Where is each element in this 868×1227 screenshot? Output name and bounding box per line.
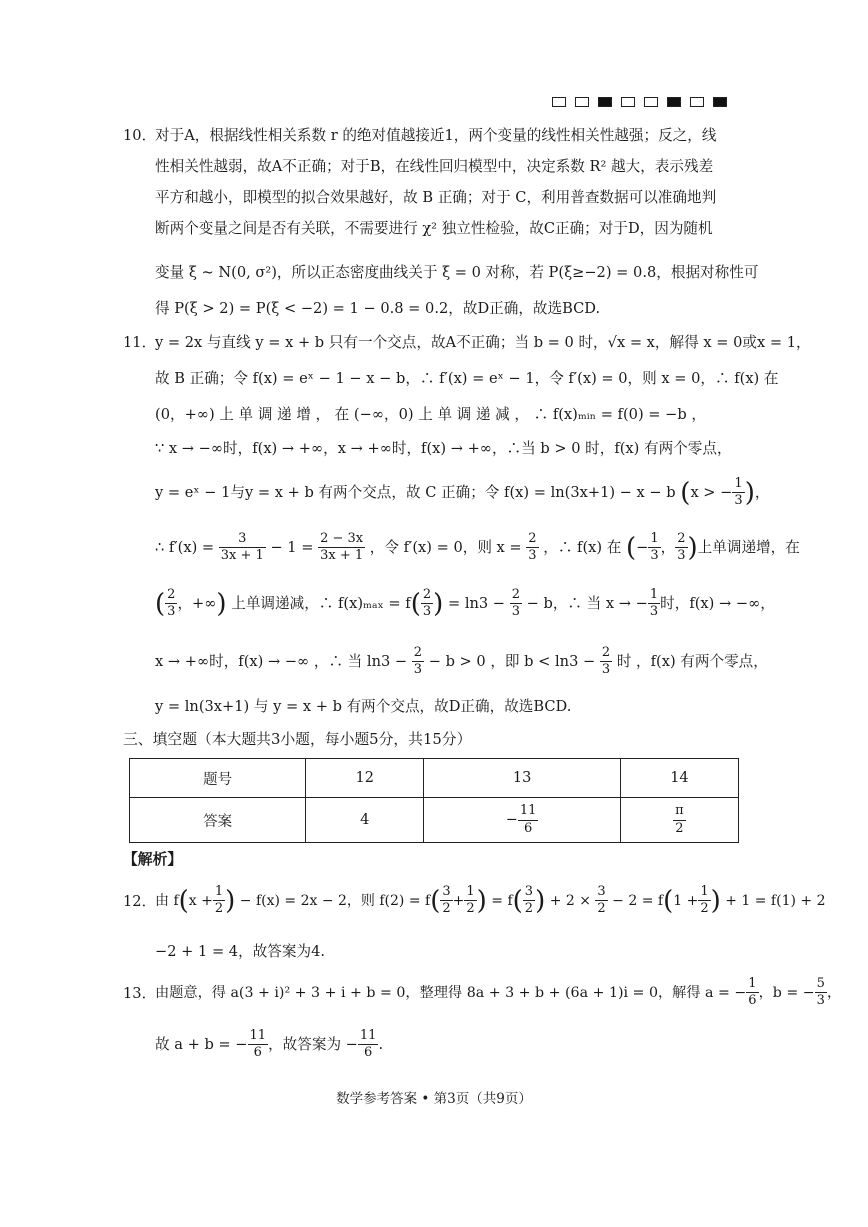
page-footer: 数学参考答案 • 第3页（共9页）: [336, 1091, 532, 1107]
right-paren: ): [476, 885, 487, 916]
numerator: 2: [412, 645, 424, 662]
denominator: 2: [675, 820, 684, 836]
numerator: 11: [248, 1028, 269, 1045]
denominator: 6: [253, 1045, 262, 1061]
text-run: x → +∞时，f(x) → −∞ ，∴ 当 ln3 −: [155, 652, 408, 670]
question-number: 13．: [123, 985, 157, 1002]
question-10: [123, 124, 759, 324]
denominator: 3: [413, 662, 423, 678]
table-cell: 答案: [130, 798, 306, 843]
text-line: y = 2x 与直线 y = x + b 只有一个交点，故A不正确；当 b = 0 时，√x = x，解得 x = 0或x = 1，: [155, 334, 811, 351]
text-run: ∴ f′(x) =: [155, 538, 215, 556]
section-title: 三、填空题（本大题共3小题，每小题5分，共15分）: [123, 731, 472, 748]
fraction: [440, 884, 452, 918]
denominator: 3x + 1: [220, 548, 264, 564]
text-run: − b，∴ 当 x → −: [526, 594, 648, 612]
text-run: x > −: [690, 483, 733, 501]
left-paren: (: [512, 885, 523, 916]
numerator: 5: [815, 976, 827, 993]
text-run: ，b = −: [758, 984, 815, 1001]
text-run: ，令 f′(x) = 0，则 x =: [369, 538, 522, 556]
denominator: 3: [816, 993, 825, 1009]
denominator: 3: [649, 604, 659, 620]
denominator: 3x + 1: [320, 548, 364, 564]
numerator: 1: [213, 884, 225, 901]
left-paren: (: [155, 588, 166, 619]
text-run: 由 f: [155, 892, 179, 909]
text-line: 变量 ξ ~ N(0, σ²)，所以正态密度曲线关于 ξ = 0 对称，若 P(ξ≥−2) = 0.8，根据对称性可: [155, 264, 759, 281]
denominator: 2: [700, 901, 709, 917]
denominator: 3: [650, 548, 659, 564]
fraction: [746, 976, 758, 1010]
text-run: 上单调递增，在: [697, 538, 800, 556]
numerator: 1: [648, 531, 660, 548]
text-line: −2 + 1 = 4，故答案为4.: [155, 943, 325, 960]
fraction: [421, 587, 433, 621]
fraction: [318, 531, 365, 565]
left-paren: (: [178, 885, 189, 916]
table-cell: [424, 798, 621, 843]
fraction: [412, 645, 424, 679]
denominator: 2: [597, 901, 606, 917]
text-run: − 2 = f: [612, 892, 664, 909]
numerator: 3: [440, 884, 452, 901]
text-line: [155, 976, 841, 1010]
numerator: 2: [675, 531, 687, 548]
text-run: 1 +: [673, 892, 699, 909]
denominator: 2: [524, 901, 534, 917]
fraction: [464, 884, 476, 918]
table-row: [130, 759, 739, 798]
table-cell: 13: [424, 759, 621, 798]
square-5: [644, 97, 658, 107]
text-run: 由题意，得 a(3 + i)² + 3 + i + b = 0，整理得 8a + 3 + b + (6a + 1)i = 0，解得 a = −: [155, 984, 747, 1001]
numerator: 2: [600, 645, 612, 662]
text-run: 时 ，f(x) 有两个零点，: [616, 652, 768, 670]
text-line: y = eˣ − 1与y = x + b 有两个交点，故 C 正确；令 f(x) = ln(3x+1) − x − b (x > − $\frac{1}{3}$ )，: [155, 476, 770, 509]
denominator: 2: [466, 901, 475, 917]
text-run: x +: [188, 892, 213, 909]
analysis-heading: 【解析】: [123, 851, 183, 868]
square-7: [690, 97, 704, 107]
denominator: 6: [524, 820, 533, 836]
numerator: 2: [510, 587, 522, 604]
text-line: ∴ f′(x) = $\frac{3}{3x + 1}$ − 1 = $\frac{2 - 3x}{3x + 1}$ ，令 f′(x) = 0，则 x = $\frac{2}{3}$ ，∴ f(x) 在 (− $\frac{1}{3}$ ， $\frac{2}{3}$ )上单调递增，在: [155, 531, 800, 564]
left-paren: (: [410, 588, 421, 619]
text-line: ∵ x → −∞时，f(x) → +∞，x → +∞时，f(x) → +∞，∴当 b > 0 时，f(x) 有两个零点，: [155, 440, 732, 457]
text-run: 故 a + b = −: [155, 1035, 248, 1053]
text-line: 性相关性越弱，故A不正确；对于B，在线性回归模型中，决定系数 R² 越大，表示残差: [155, 158, 714, 175]
numerator: 3: [523, 884, 535, 901]
text-line: 由 f(x + $\frac{1}{2}$ ) − f(x) = 2x − 2，则 f(2) = f( $\frac{3}{2}$ + $\frac{1}{2}$ ) = f( $\frac{3}{2}$ ) + 2 × $\frac{3}{2}$ − 2 = f(1 + $\frac{1}{2}$ ) + 1 = f(1) + 2: [155, 884, 826, 917]
numerator: 2: [526, 531, 538, 548]
numerator: 2: [421, 587, 433, 604]
text-run: − 1 =: [270, 538, 314, 556]
right-paren: ): [433, 588, 444, 619]
left-paren: (: [430, 885, 441, 916]
header-squares: [552, 97, 727, 107]
right-paren: ): [225, 885, 236, 916]
fraction: [600, 645, 612, 679]
fraction: [213, 884, 225, 918]
text-run: ，+∞: [177, 594, 217, 612]
right-paren: ): [710, 885, 721, 916]
fraction: [248, 1028, 269, 1062]
numerator: 1: [464, 884, 476, 901]
fraction: [518, 803, 539, 837]
denominator: 3: [601, 662, 611, 678]
fraction: [165, 587, 177, 621]
square-8: [713, 97, 727, 107]
numerator: 2 − 3x: [318, 531, 365, 548]
text-run: + 2 ×: [549, 892, 591, 909]
fraction: [698, 884, 710, 918]
numerator: 1: [746, 976, 758, 993]
numerator: 11: [518, 803, 539, 820]
square-3: [598, 97, 612, 107]
answer-table: [129, 758, 739, 843]
table-cell: 14: [620, 759, 738, 798]
text-run: − b > 0 ，即 b < ln3 −: [428, 652, 596, 670]
denominator: 3: [528, 548, 537, 564]
text-line: 对于A，根据线性相关系数 r 的绝对值越接近1，两个变量的线性相关性越强；反之，线: [155, 127, 717, 144]
right-paren: ): [744, 477, 755, 508]
text-line: 得 P(ξ > 2) = P(ξ < −2) = 1 − 0.8 = 0.2，故D正确，故选BCD.: [155, 300, 601, 317]
right-paren: ): [535, 885, 546, 916]
left-paren: (: [663, 885, 674, 916]
text-line: 故 B 正确；令 f(x) = eˣ − 1 − x − b，∴ f′(x) = eˣ − 1，令 f′(x) = 0，则 x = 0，∴ f(x) 在: [155, 370, 779, 387]
fraction: [675, 531, 687, 565]
text-run: .: [378, 1035, 384, 1053]
table-cell: 4: [306, 798, 424, 843]
table-cell: 题号: [130, 759, 306, 798]
denominator: 3: [734, 493, 743, 509]
denominator: 3: [677, 548, 686, 564]
table-row: [130, 798, 739, 843]
denominator: 6: [748, 993, 757, 1009]
numerator: 3: [595, 884, 607, 901]
denominator: 3: [422, 604, 432, 620]
numerator: 11: [358, 1028, 379, 1045]
fraction: [648, 531, 660, 565]
denominator: 6: [364, 1045, 373, 1061]
question-number: 11．: [123, 334, 157, 351]
fraction: [815, 976, 827, 1010]
numerator: 2: [165, 587, 177, 604]
text-run: − f(x) = 2x − 2，则 f(2) = f: [239, 892, 431, 909]
table-cell: [620, 798, 738, 843]
text-run: = f: [491, 892, 513, 909]
question-number: 12．: [123, 893, 157, 910]
text-line: (0，+∞) 上 单 调 递 增 ， 在 (−∞，0) 上 单 调 递 减 ， ∴ f(x)ₘᵢₙ = f(0) = −b ，: [155, 406, 706, 423]
numerator: 1: [698, 884, 710, 901]
question-11: [123, 331, 811, 721]
table-cell: 12: [306, 759, 424, 798]
text-run: + 1 = f(1) + 2: [725, 892, 826, 909]
numerator: 1: [732, 476, 744, 493]
text-line: [155, 587, 775, 621]
left-paren: (: [680, 477, 691, 508]
fraction: [523, 884, 535, 918]
question-number: 10．: [123, 127, 157, 144]
denominator: 3: [511, 604, 520, 620]
square-2: [575, 97, 589, 107]
square-4: [621, 97, 635, 107]
fraction: [648, 587, 660, 621]
text-run: 时，f(x) → −∞，: [660, 594, 775, 612]
question-12: [123, 884, 826, 964]
text-line: 平方和越小，即模型的拟合效果越好，故 B 正确；对于 C，利用普查数据可以准确地判: [155, 189, 717, 206]
text-line: y = ln(3x+1) 与 y = x + b 有两个交点，故D正确，故选BCD.: [155, 698, 572, 715]
minus-sign: −: [505, 812, 518, 828]
right-paren: ): [687, 532, 698, 563]
text-line: [155, 1028, 383, 1062]
text-line: [155, 645, 768, 679]
fraction: [673, 803, 686, 837]
text-run: ，: [826, 984, 842, 1001]
fraction: [510, 587, 522, 621]
denominator: 2: [442, 901, 451, 917]
text-run: ，∴ f(x) 在: [543, 538, 622, 556]
text-run: ，故答案为 −: [268, 1035, 358, 1053]
fraction: [526, 531, 538, 565]
left-paren: (: [625, 532, 637, 563]
denominator: 3: [167, 604, 176, 620]
denominator: 2: [214, 901, 224, 917]
fraction: [219, 531, 266, 565]
numerator: π: [673, 803, 686, 820]
fraction: [358, 1028, 379, 1062]
right-paren: ): [216, 588, 227, 619]
text-run: y = eˣ − 1与y = x + b 有两个交点，故 C 正确；令 f(x) = ln(3x+1) − x − b: [155, 483, 676, 501]
text-run: 上单调递减，∴ f(x)ₘₐₓ = f: [231, 594, 411, 612]
question-13: [123, 972, 842, 1072]
fraction: [732, 476, 744, 510]
square-6: [667, 97, 681, 107]
fraction: [595, 884, 607, 918]
numerator: 3: [219, 531, 266, 548]
text-line: 断两个变量之间是否有关联，不需要进行 χ² 独立性检验，故C正确；对于D，因为随机: [155, 220, 713, 237]
text-run: = ln3 −: [447, 594, 506, 612]
square-1: [552, 97, 566, 107]
numerator: 1: [648, 587, 660, 604]
